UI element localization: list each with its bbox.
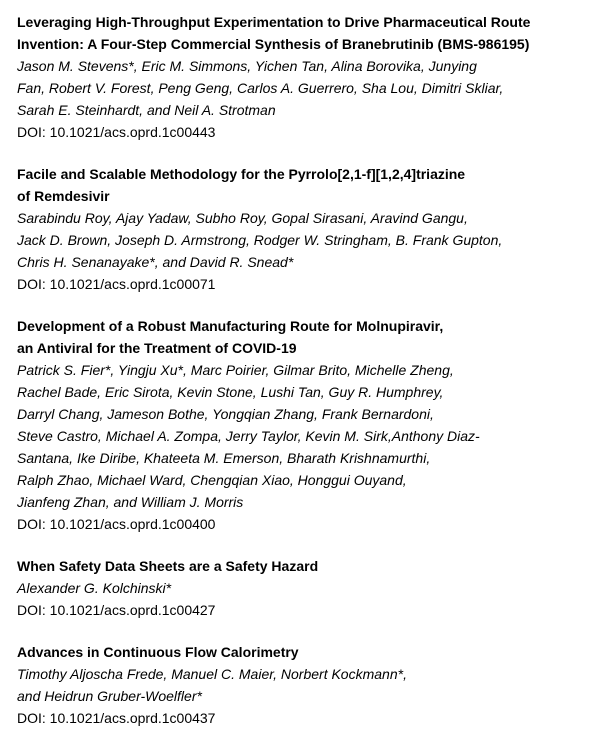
title-line: Advances in Continuous Flow Calorimetry: [17, 644, 299, 660]
article-authors: [17, 359, 589, 513]
author-line: Steve Castro, Michael A. Zompa, Jerry Taylor, Kevin M. Sirk,Anthony Diaz-: [17, 428, 480, 444]
article-entry: [17, 641, 589, 729]
author-line: Santana, Ike Diribe, Khateeta M. Emerson, Bharath Krishnamurthi,: [17, 450, 431, 466]
article-doi: DOI: 10.1021/acs.oprd.1c00437: [17, 710, 216, 726]
title-line: Leveraging High-Throughput Experimentation to Drive Pharmaceutical Route: [17, 14, 531, 30]
author-line: Jack D. Brown, Joseph D. Armstrong, Rodger W. Stringham, B. Frank Gupton,: [17, 232, 503, 248]
article-authors: [17, 577, 589, 599]
title-line: Facile and Scalable Methodology for the Pyrrolo[2,1-f][1,2,4]triazine: [17, 166, 466, 182]
author-line: Rachel Bade, Eric Sirota, Kevin Stone, Lushi Tan, Guy R. Humphrey,: [17, 384, 444, 400]
author-line: Alexander G. Kolchinski*: [17, 580, 172, 596]
article-doi: DOI: 10.1021/acs.oprd.1c00443: [17, 124, 216, 140]
article-list: [17, 11, 589, 749]
article-title: [17, 315, 589, 359]
author-line: Ralph Zhao, Michael Ward, Chengqian Xiao, Honggui Ouyand,: [17, 472, 407, 488]
author-line: Jason M. Stevens*, Eric M. Simmons, Yichen Tan, Alina Borovika, Junying: [17, 58, 477, 74]
author-line: Sarah E. Steinhardt, and Neil A. Strotman: [17, 102, 276, 118]
article-doi: DOI: 10.1021/acs.oprd.1c00400: [17, 516, 216, 532]
article-doi: DOI: 10.1021/acs.oprd.1c00071: [17, 276, 216, 292]
article-title: [17, 555, 589, 577]
article-entry: [17, 11, 589, 143]
title-line: of Remdesivir: [17, 188, 110, 204]
article-entry: [17, 555, 589, 621]
article-authors: [17, 663, 589, 707]
author-line: Jianfeng Zhan, and William J. Morris: [17, 494, 244, 510]
author-line: Chris H. Senanayake*, and David R. Snead*: [17, 254, 294, 270]
article-title: [17, 11, 589, 55]
author-line: Patrick S. Fier*, Yingju Xu*, Marc Poirier, Gilmar Brito, Michelle Zheng,: [17, 362, 454, 378]
author-line: Darryl Chang, Jameson Bothe, Yongqian Zhang, Frank Bernardoni,: [17, 406, 434, 422]
article-entry: [17, 163, 589, 295]
author-line: and Heidrun Gruber-Woelfler*: [17, 688, 202, 704]
title-line: When Safety Data Sheets are a Safety Hazard: [17, 558, 319, 574]
article-entry: [17, 315, 589, 535]
article-authors: [17, 207, 589, 273]
article-title: [17, 641, 589, 663]
article-authors: [17, 55, 589, 121]
author-line: Timothy Aljoscha Frede, Manuel C. Maier, Norbert Kockmann*,: [17, 666, 407, 682]
article-doi: DOI: 10.1021/acs.oprd.1c00427: [17, 602, 216, 618]
author-line: Sarabindu Roy, Ajay Yadaw, Subho Roy, Gopal Sirasani, Aravind Gangu,: [17, 210, 468, 226]
title-line: Development of a Robust Manufacturing Route for Molnupiravir,: [17, 318, 444, 334]
article-title: [17, 163, 589, 207]
author-line: Fan, Robert V. Forest, Peng Geng, Carlos A. Guerrero, Sha Lou, Dimitri Skliar,: [17, 80, 504, 96]
title-line: Invention: A Four-Step Commercial Synthesis of Branebrutinib (BMS-986195): [17, 36, 530, 52]
title-line: an Antiviral for the Treatment of COVID-19: [17, 340, 297, 356]
